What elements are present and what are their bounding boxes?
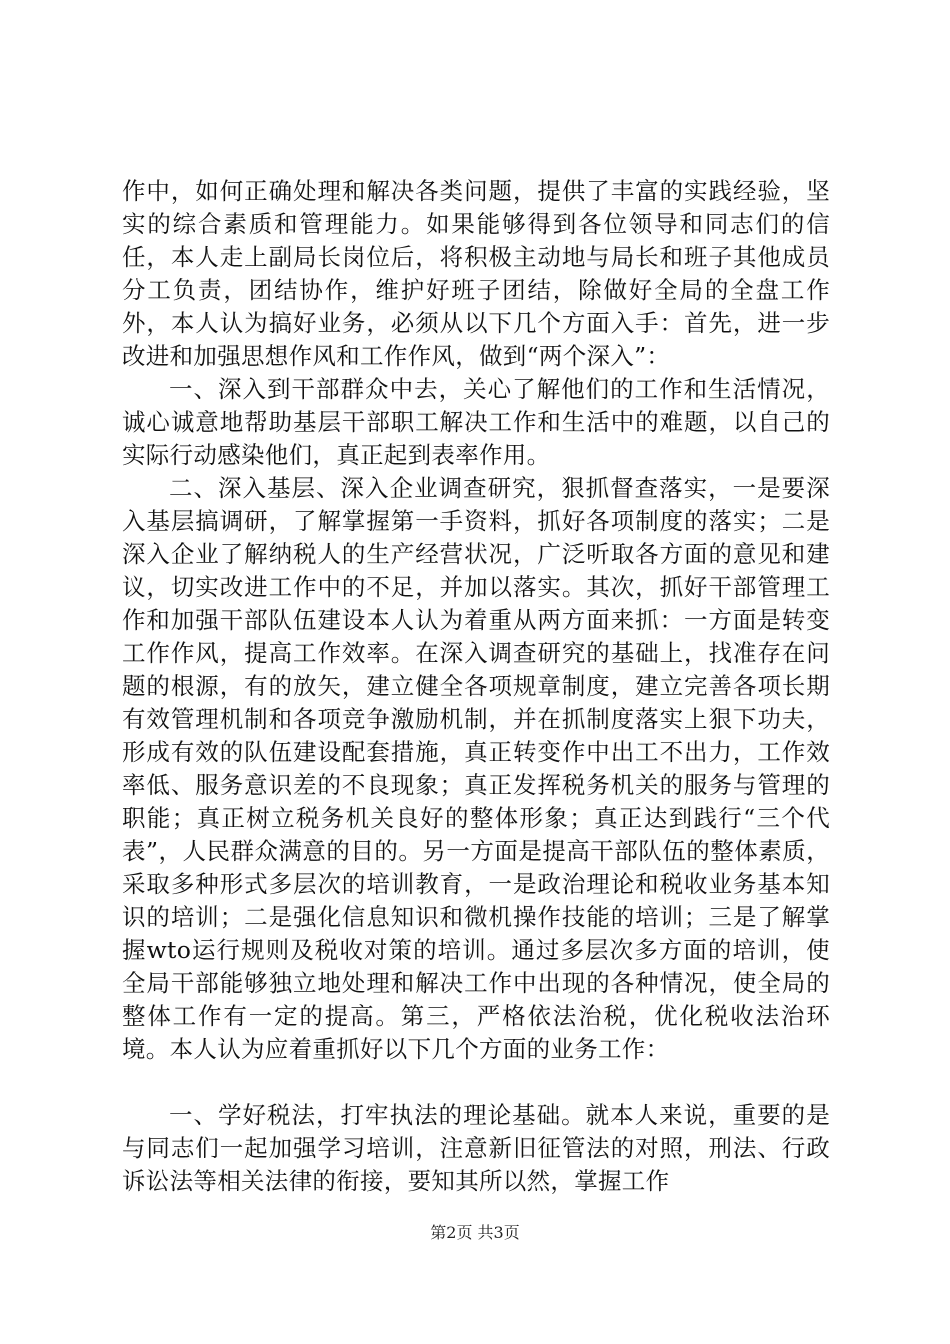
- paragraph-point-1: 一、深入到干部群众中去，关心了解他们的工作和生活情况，诚心诚意地帮助基层干部职工解决工作和生活中的难题，以自己的实际行动感染他们，真正起到表率作用。: [122, 375, 830, 469]
- page-number-footer: 第2页 共3页: [430, 1223, 520, 1242]
- paragraph-continuation: 作中，如何正确处理和解决各类问题，提供了丰富的实践经验，坚实的综合素质和管理能力。如果能够得到各位领导和同志们的信任，本人走上副局长岗位后，将积极主动地与局长和班子其他成员分工负责，团结协作，维护好班子团结，除做好全局的全盘工作外，本人认为搞好业务，必须从以下几个方面入手：首先，进一步改进和加强思想作风和工作作风，做到“两个深入”：: [122, 177, 830, 370]
- paragraph-point-2: 二、深入基层、深入企业调查研究，狠抓督查落实，一是要深入基层搞调研，了解掌握第一手资料，抓好各项制度的落实；二是深入企业了解纳税人的生产经营状况，广泛听取各方面的意见和建议，切实改进工作中的不足，并加以落实。其次，抓好干部管理工作和加强干部队伍建设本人认为着重从两方面来抓：一方面是转变工作作风，提高工作效率。在深入调查研究的基础上，找准存在问题的根源，有的放矢，建立健全各项规章制度，建立完善各项长期有效管理机制和各项竞争激励机制，并在抓制度落实上狠下功夫，形成有效的队伍建设配套措施，真正转变作中出工不出力，工作效率低、服务意识差的不良现象；真正发挥税务机关的服务与管理的职能；真正树立税务机关良好的整体形象；真正达到践行“三个代表”，人民群众满意的目的。另一方面是提高干部队伍的整体素质，采取多种形式多层次的培训教育，一是政治理论和税收业务基本知识的培训；二是强化信息知识和微机操作技能的培训；三是了解掌握wto运行规则及税收对策的培训。通过多层次多方面的培训，使全局干部能够独立地处理和解决工作中出现的各种情况，使全局的整体工作有一定的提高。第三，严格依法治税，优化税收法治环境。本人认为应着重抓好以下几个方面的业务工作：: [122, 474, 830, 1063]
- document-body: [122, 175, 830, 1198]
- paragraph-tax-law-1: 一、学好税法，打牢执法的理论基础。就本人来说，重要的是与同志们一起加强学习培训，注意新旧征管法的对照，刑法、行政诉讼法等相关法律的衔接，要知其所以然，掌握工作: [122, 1101, 830, 1195]
